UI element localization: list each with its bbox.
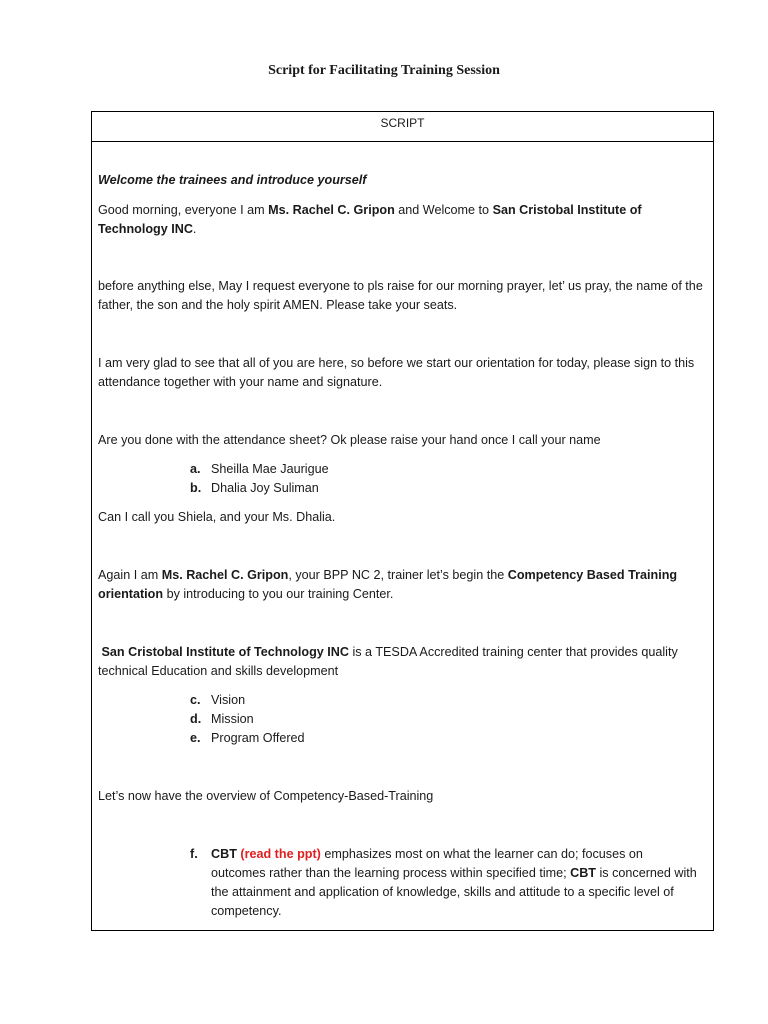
list-item: b. Dhalia Joy Suliman bbox=[190, 481, 319, 495]
center-paragraph: San Cristobal Institute of Technology INC is a TESDA Accredited training center that provides quality technical Education and skills development bbox=[98, 645, 678, 678]
orientation-paragraph: Again I am Ms. Rachel C. Gripon, your BPP NC 2, trainer let’s begin the Competency Based Training orientation by introducing to you our training Center. bbox=[98, 568, 678, 601]
greeting-paragraph: Good morning, everyone I am Ms. Rachel C. Gripon and Welcome to San Cristobal Institute of Technology INC. bbox=[98, 203, 642, 236]
table-header: SCRIPT bbox=[92, 112, 713, 142]
document-title: Script for Facilitating Training Session bbox=[268, 63, 500, 78]
prayer-paragraph: before anything else, May I request everyone to pls raise for our morning prayer, let’ us pray, the name of the father, the son and the holy spirit AMEN. Please take your seats. bbox=[98, 279, 703, 312]
welcome-heading: Welcome the trainees and introduce yourself bbox=[98, 173, 367, 187]
nickname-paragraph: Can I call you Shiela, and your Ms. Dhalia. bbox=[98, 510, 336, 524]
cbt-overview-paragraph: Let’s now have the overview of Competency-Based-Training bbox=[98, 789, 434, 803]
list-item: c. Vision bbox=[190, 693, 246, 707]
roll-call-paragraph: Are you done with the attendance sheet? Ok please raise your hand once I call your name bbox=[98, 433, 601, 447]
attendance-paragraph: I am very glad to see that all of you are here, so before we start our orientation for today, please sign to this attendance together with your name and signature. bbox=[98, 356, 695, 389]
script-table bbox=[91, 111, 714, 931]
list-item: a. Sheilla Mae Jaurigue bbox=[190, 462, 329, 476]
list-item: f. CBT (read the ppt) emphasizes most on what the learner can do; focuses on outcomes rather than the learning process within specified time; CBT is concerned with the attainment and application of knowledge, skills and attitude to a specific level of competency. bbox=[190, 847, 697, 918]
list-item: d. Mission bbox=[190, 712, 254, 726]
list-item: e. Program Offered bbox=[190, 731, 305, 745]
